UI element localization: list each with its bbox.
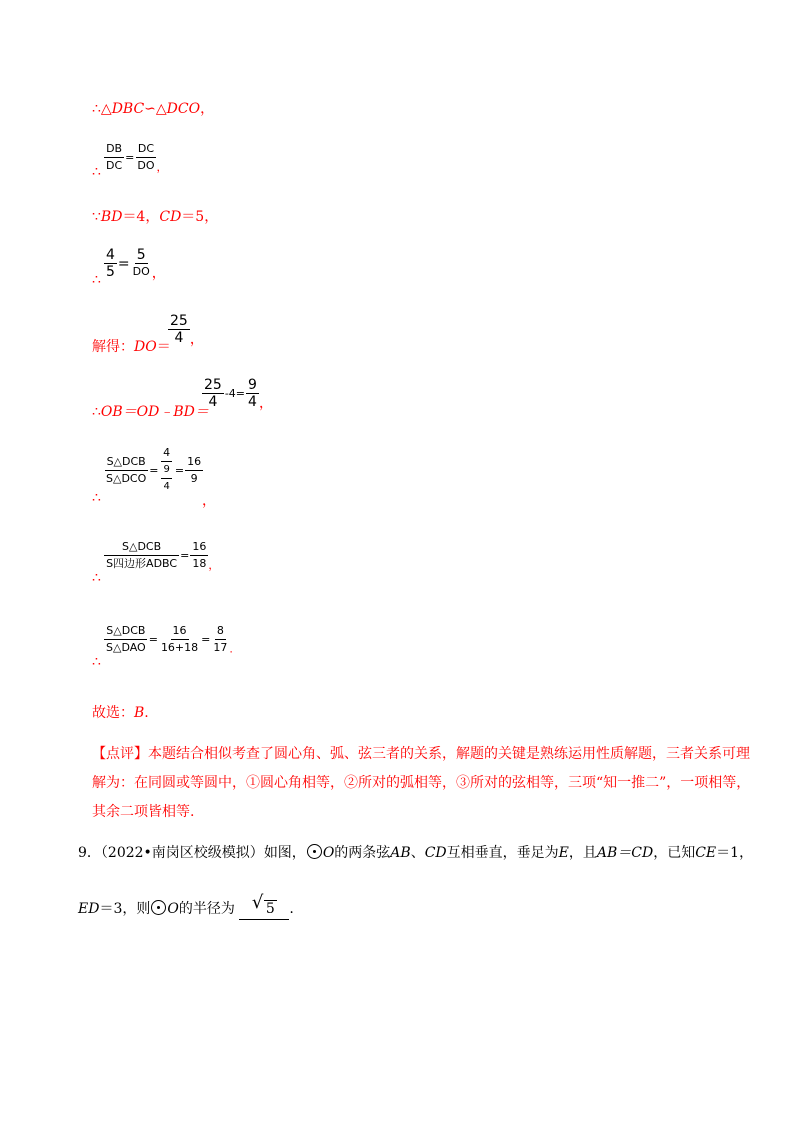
question-number: 9． — [78, 845, 101, 861]
circle-dot-icon — [151, 900, 166, 915]
circle-dot-icon — [307, 844, 322, 859]
question-9: 9．（2022•南岗区校级模拟）如图， O的两条弦AB、CD互相垂直，垂足为E，且AB＝CD，已知CE＝1，ED＝3，则 O的半径为 √ 5 . — [78, 825, 758, 937]
therefore-symbol: ∴ — [92, 164, 101, 180]
area-ratio-1: $\frac{\text{S△DCB}}{\text{S△DCO}}$ = $\frac{4}{\frac{9}{4}}$ = $\frac{16}{9}$ — [106, 446, 202, 492]
ob-line: ∴OB＝OD﹣BD＝ — [92, 404, 209, 420]
ratio-equation-2: $\frac{4}{5}$ = $\frac{5}{DO}$ ， — [106, 247, 166, 282]
do-fraction: $\frac{25}{4}$ ， — [170, 313, 204, 348]
triangle-dbc: DBC — [111, 101, 145, 117]
similar-triangles-line: ∴△DBC∽△DCO， — [92, 101, 215, 117]
therefore-symbol: ∴ — [92, 654, 101, 670]
because-symbol: ∵ — [92, 209, 101, 225]
therefore-symbol: ∴ — [92, 272, 101, 288]
therefore-symbol: ∴ — [92, 490, 101, 506]
document-page: ∴△DBC∽△DCO， ∴ $\frac{DB}{DC}$ = $\frac{DC}{DO}$ ， ∵BD＝4，CD＝5， ∴ $\frac{4}{5}$ = $\frac{5}{DO}$ ， 解得：DO＝ $\frac{25}{4}$ ， ∴OB＝OD﹣BD＝ $\frac{25}{4}$ -4= $\frac{9}{4}$ ， ∴ $\frac{\text{S△DCB}}{\text{S△DCO}}$ = $\frac{4}{\frac{9}{4}}$ = $\frac{16}{9}$ ， ∴ $\frac{\text{S△DCB}}{\text{S四边形ADBC}}$ = $\frac{16}{18}$ ， ∴ $\frac{\text{S△DCB}}{\text{S△DAO}}$ = $\frac{16}{16+18}$ = $\frac{8}{17}$ . 故选：B. 【点评】本题结合相似考查了圆心角、弧、弦三者的关系，解题的关键是熟练运用性质解题，三者关系可理解为：在同圆或等圆中，①圆心角相等，②所对的弧相等，③所对的弦相等，三项“知一推二”，一项相等，其余二项皆相等. 9．（2022•南岗区校级模拟）如图， O的两条弦AB、CD互相垂直，垂足为E，且AB＝CD，已知CE＝1，ED＝3，则 O的半径为 √ 5 . — [0, 0, 800, 1132]
similar-symbol: ∽△ — [144, 101, 167, 117]
answer-line: 故选：B. — [92, 705, 149, 721]
given-values-line: ∵BD＝4，CD＝5， — [92, 209, 219, 225]
therefore-symbol: ∴△ — [92, 101, 112, 117]
triangle-dco: DCO — [166, 101, 201, 117]
sqrt-icon: √ 5 — [251, 892, 275, 917]
solve-line: 解得：DO＝ — [92, 339, 171, 355]
question-source: （2022•南岗区校级模拟） — [100, 845, 264, 861]
ratio-equation-1: $\frac{DB}{DC}$ = $\frac{DC}{DO}$ ， — [106, 142, 168, 174]
ob-calculation: $\frac{25}{4}$ -4= $\frac{9}{4}$ ， — [204, 377, 273, 412]
answer-blank — [239, 892, 289, 920]
area-ratio-3: $\frac{\text{S△DCB}}{\text{S△DAO}}$ = $\frac{16}{16+18}$ = $\frac{8}{17}$ . — [106, 624, 233, 656]
therefore-symbol: ∴ — [92, 570, 101, 586]
area-ratio-2: $\frac{\text{S△DCB}}{\text{S四边形ADBC}}$ = $\frac{16}{18}$ ， — [104, 540, 219, 573]
comment-paragraph: 【点评】本题结合相似考查了圆心角、弧、弦三者的关系，解题的关键是熟练运用性质解题，三者关系可理解为：在同圆或等圆中，①圆心角相等，②所对的弧相等，③所对的弦相等，三项“知一推二”，一项相等，其余二项皆相等. — [92, 746, 751, 820]
